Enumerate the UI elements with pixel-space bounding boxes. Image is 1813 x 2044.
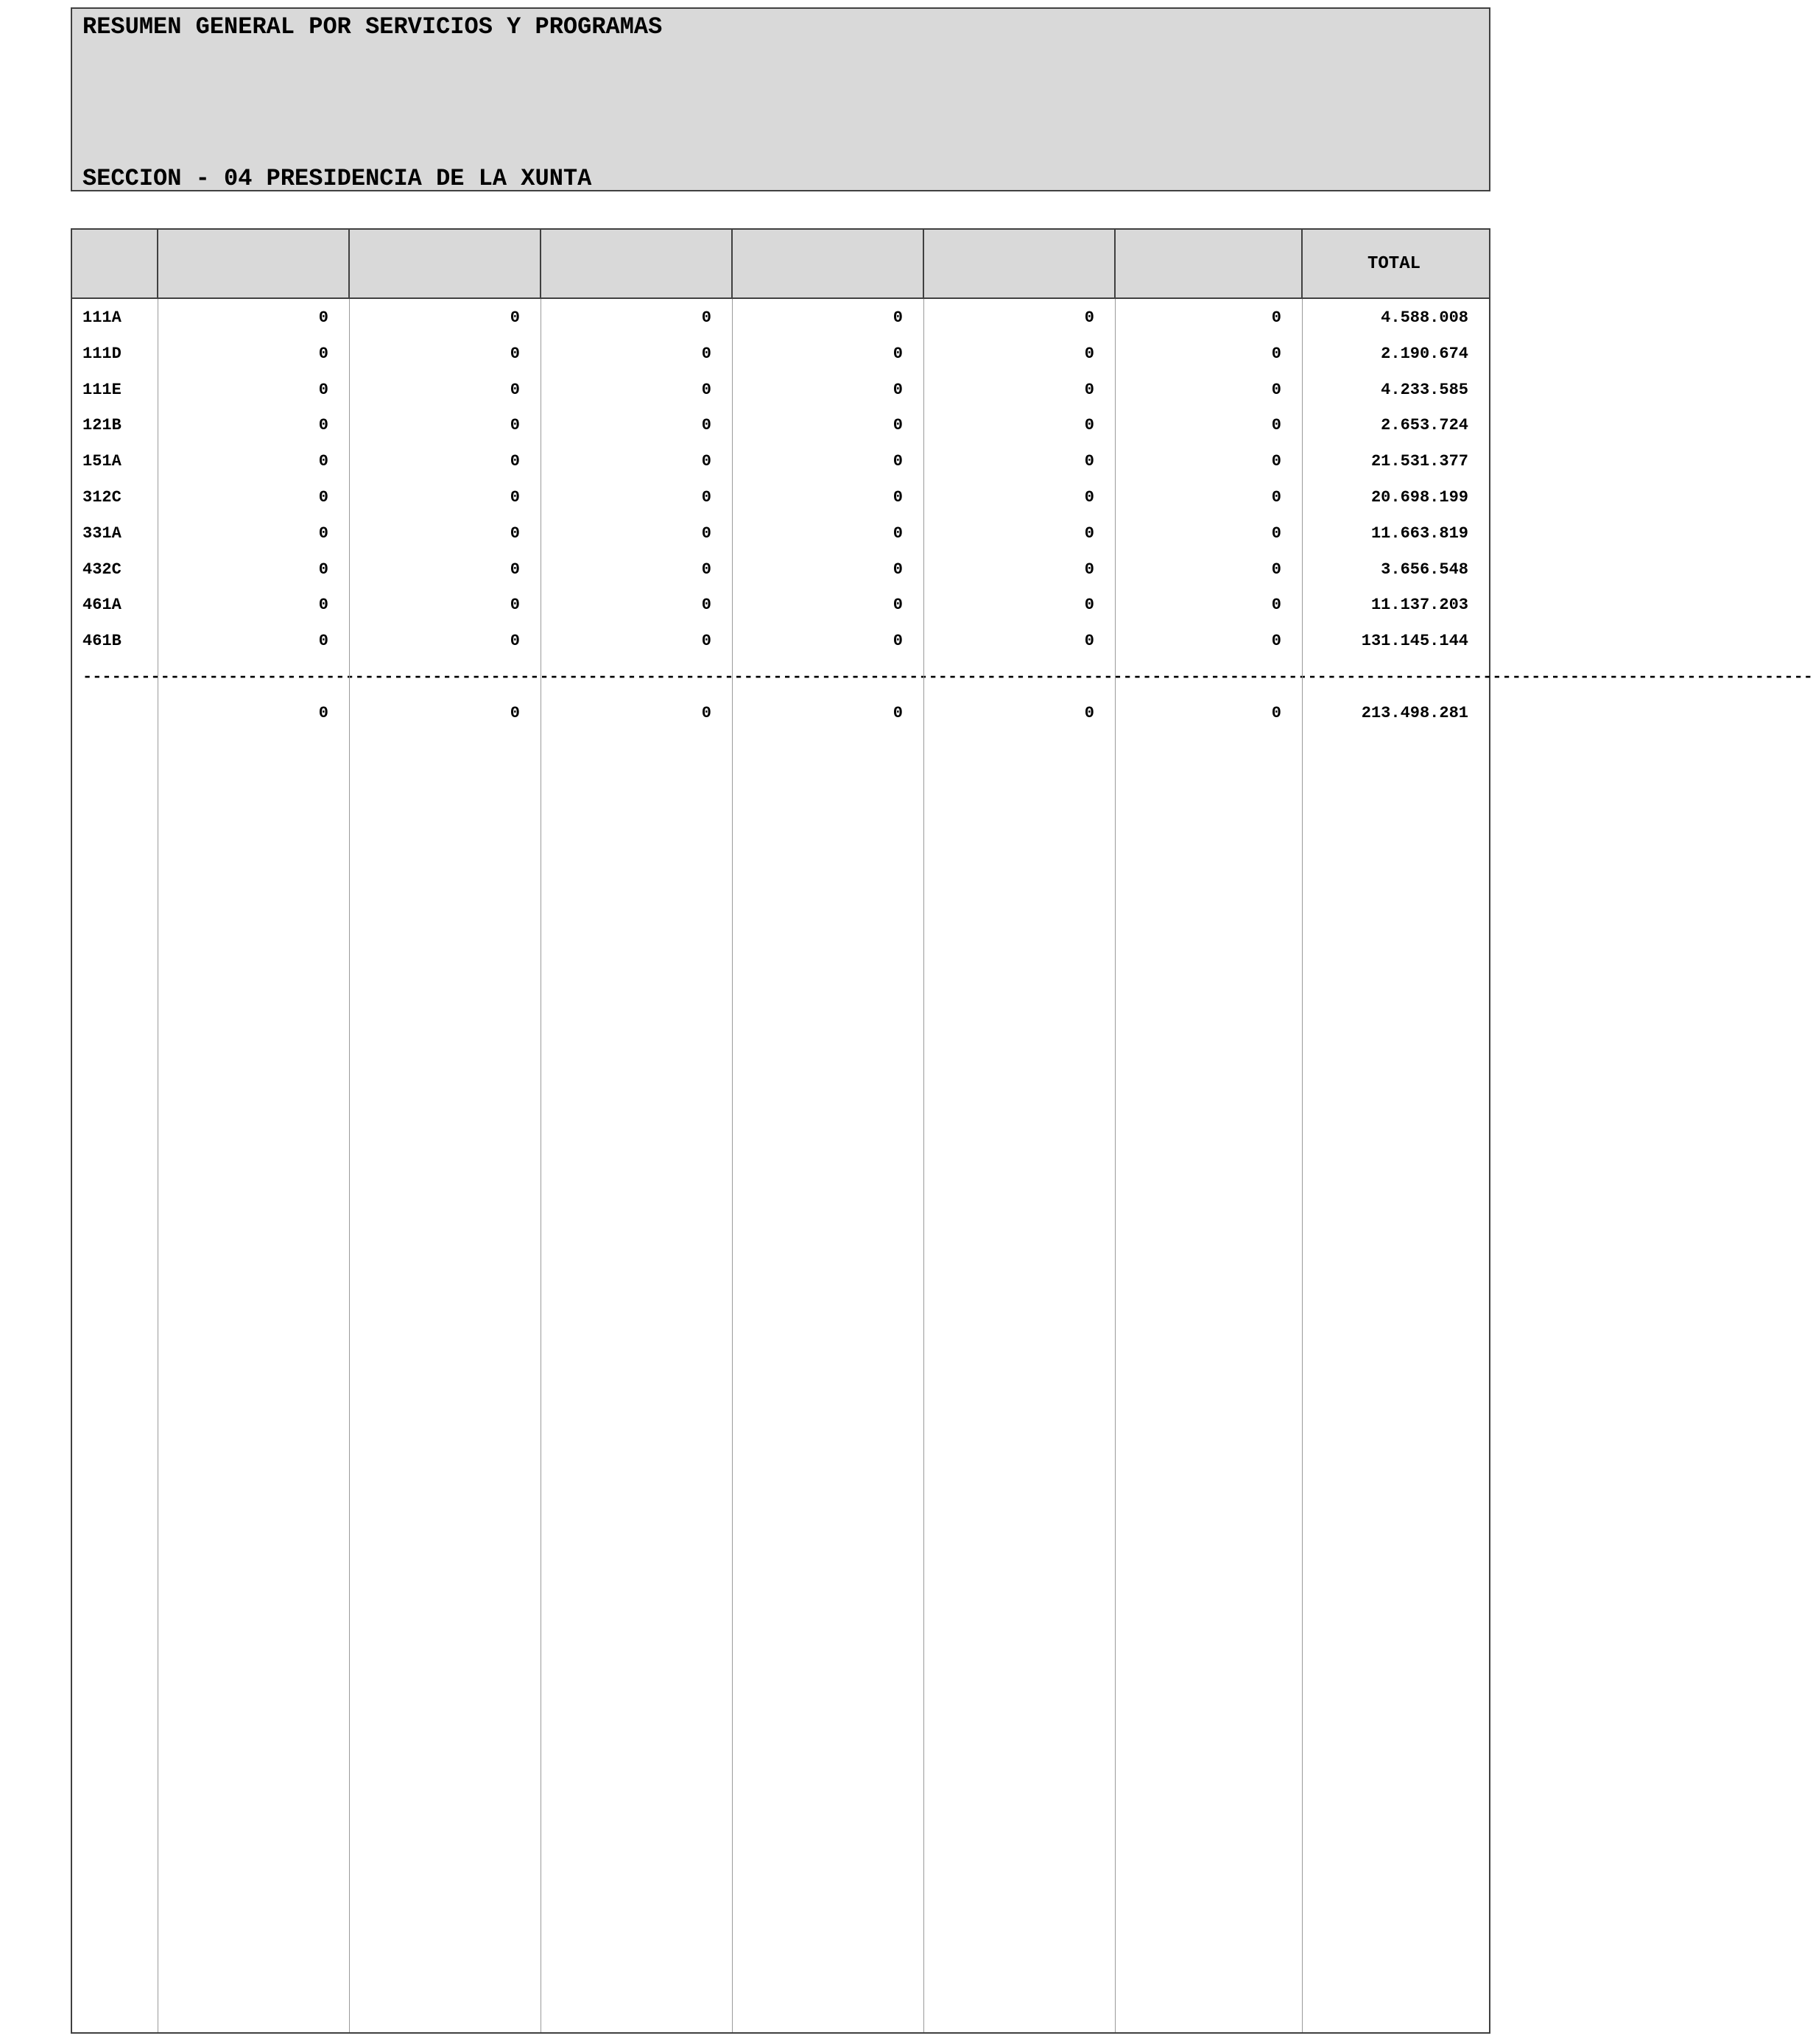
value-cell: 0	[1271, 487, 1281, 507]
total-value-cell: 0	[1271, 703, 1281, 722]
value-cell: 0	[510, 560, 520, 579]
value-cell: 0	[701, 560, 711, 579]
value-cell: 0	[893, 309, 903, 327]
header-column-divider	[540, 230, 541, 299]
value-cell: 0	[1084, 416, 1094, 435]
column-divider	[923, 230, 924, 2032]
value-cell: 0	[318, 416, 328, 435]
column-divider	[1115, 230, 1116, 2032]
section-title: SECCION - 04 PRESIDENCIA DE LA XUNTA	[82, 165, 592, 192]
total-value-cell: 0	[318, 703, 328, 722]
value-cell: 0	[893, 560, 903, 579]
table-row	[72, 309, 1489, 345]
column-divider	[1302, 230, 1303, 2032]
table-row	[72, 345, 1489, 381]
value-cell: 0	[1271, 524, 1281, 543]
value-cell: 0	[510, 452, 520, 471]
header-column-divider	[1301, 230, 1303, 299]
total-cell: 20.698.199	[1370, 487, 1468, 507]
program-code: 331A	[82, 524, 122, 543]
value-cell: 0	[318, 344, 328, 363]
value-cell: 0	[701, 344, 711, 363]
separator-line	[72, 667, 1813, 705]
total-value-cell: 0	[1084, 703, 1094, 722]
table-row	[72, 453, 1489, 489]
header-column-divider	[348, 230, 350, 299]
value-cell: 0	[1084, 632, 1094, 651]
program-code: 111D	[82, 344, 122, 363]
table-row	[72, 381, 1489, 417]
value-cell: 0	[318, 596, 328, 615]
value-cell: 0	[893, 487, 903, 507]
value-cell: 0	[1271, 344, 1281, 363]
value-cell: 0	[1084, 524, 1094, 543]
header-column-divider	[731, 230, 733, 299]
report-title: RESUMEN GENERAL POR SERVICIOS Y PROGRAMAS	[82, 13, 663, 40]
separator-dashes: ----------------------------------------------------------------------------------------------------------------------------------------------------------------------------------	[82, 667, 1813, 686]
value-cell: 0	[1084, 596, 1094, 615]
table-row	[72, 417, 1489, 453]
value-cell: 0	[318, 309, 328, 327]
program-code: 151A	[82, 452, 122, 471]
total-cell: 4.588.008	[1381, 309, 1468, 327]
program-code: 312C	[82, 487, 122, 507]
total-cell: 21.531.377	[1370, 452, 1468, 471]
value-cell: 0	[893, 416, 903, 435]
value-cell: 0	[893, 632, 903, 651]
value-cell: 0	[1084, 309, 1094, 327]
table-body	[72, 309, 1813, 741]
value-cell: 0	[1271, 632, 1281, 651]
total-value-cell: 0	[701, 703, 711, 722]
value-cell: 0	[318, 524, 328, 543]
value-cell: 0	[510, 416, 520, 435]
table-row	[72, 489, 1489, 525]
program-code: 111E	[82, 380, 122, 399]
value-cell: 0	[1271, 380, 1281, 399]
value-cell: 0	[510, 524, 520, 543]
value-cell: 0	[701, 380, 711, 399]
total-cell: 131.145.144	[1361, 632, 1468, 651]
column-divider	[732, 230, 733, 2032]
value-cell: 0	[1084, 487, 1094, 507]
value-cell: 0	[893, 344, 903, 363]
table-row	[72, 525, 1489, 561]
table-row	[72, 596, 1489, 632]
value-cell: 0	[318, 487, 328, 507]
total-cell: 2.653.724	[1381, 416, 1468, 435]
value-cell: 0	[701, 416, 711, 435]
total-cell: 11.137.203	[1370, 596, 1468, 615]
value-cell: 0	[1271, 416, 1281, 435]
value-cell: 0	[1271, 452, 1281, 471]
value-cell: 0	[1084, 560, 1094, 579]
value-cell: 0	[701, 452, 711, 471]
program-code: 461A	[82, 596, 122, 615]
value-cell: 0	[1084, 452, 1094, 471]
total-value-cell: 0	[510, 703, 520, 722]
value-cell: 0	[318, 560, 328, 579]
table-header-row	[72, 230, 1489, 299]
program-code: 121B	[82, 416, 122, 435]
value-cell: 0	[318, 380, 328, 399]
value-cell: 0	[510, 344, 520, 363]
value-cell: 0	[893, 380, 903, 399]
value-cell: 0	[510, 309, 520, 327]
column-header-total: TOTAL	[1367, 254, 1421, 274]
total-cell: 3.656.548	[1381, 560, 1468, 579]
value-cell: 0	[701, 632, 711, 651]
total-cell: 4.233.585	[1381, 380, 1468, 399]
grand-total-cell: 213.498.281	[1361, 703, 1468, 722]
table-row	[72, 632, 1489, 669]
value-cell: 0	[1271, 560, 1281, 579]
value-cell: 0	[893, 596, 903, 615]
total-value-cell: 0	[893, 703, 903, 722]
header-column-divider	[1114, 230, 1116, 299]
header-column-divider	[157, 230, 158, 299]
value-cell: 0	[510, 487, 520, 507]
header-column-divider	[923, 230, 924, 299]
value-cell: 0	[510, 596, 520, 615]
value-cell: 0	[893, 524, 903, 543]
value-cell: 0	[1084, 380, 1094, 399]
value-cell: 0	[701, 596, 711, 615]
value-cell: 0	[1271, 596, 1281, 615]
column-divider	[349, 230, 350, 2032]
value-cell: 0	[701, 524, 711, 543]
value-cell: 0	[318, 452, 328, 471]
value-cell: 0	[1271, 309, 1281, 327]
summary-table	[71, 228, 1813, 2034]
value-cell: 0	[510, 380, 520, 399]
value-cell: 0	[1084, 344, 1094, 363]
total-cell: 11.663.819	[1370, 524, 1468, 543]
program-code: 432C	[82, 560, 122, 579]
report-header	[71, 7, 1490, 191]
total-cell: 2.190.674	[1381, 344, 1468, 363]
value-cell: 0	[701, 309, 711, 327]
value-cell: 0	[510, 632, 520, 651]
table-row	[72, 561, 1489, 597]
value-cell: 0	[701, 487, 711, 507]
program-code: 111A	[82, 309, 122, 327]
program-code: 461B	[82, 632, 122, 651]
value-cell: 0	[318, 632, 328, 651]
value-cell: 0	[893, 452, 903, 471]
totals-row	[72, 705, 1489, 741]
